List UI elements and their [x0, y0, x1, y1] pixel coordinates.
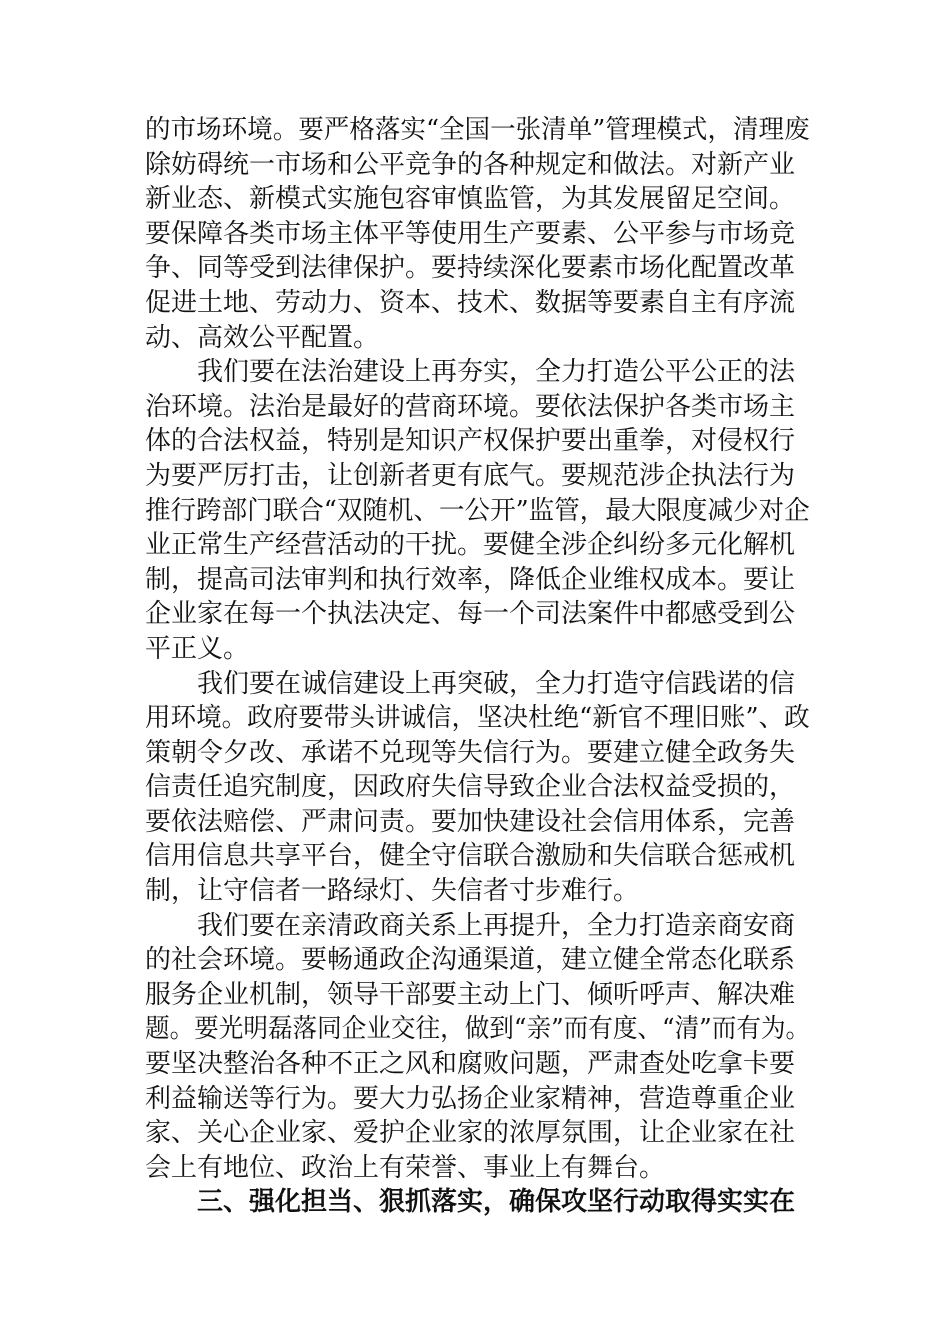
text-line: 制，提高司法审判和执行效率，降低企业维权成本。要让 — [145, 564, 796, 595]
text-line: 除妨碍统一市场和公平竞争的各种规定和做法。对新产业 — [145, 149, 796, 180]
text-line: 推行跨部门联合“双随机、一公开”监管，最大限度减少对企 — [145, 495, 810, 526]
text-line: 治环境。法治是最好的营商环境。要依法保护各类市场主 — [145, 391, 796, 422]
text-line: 平正义。 — [145, 633, 250, 664]
text-line: 信责任追究制度，因政府失信导致企业合法权益受损的， — [145, 772, 796, 803]
text-line: 要保障各类市场主体平等使用生产要素、公平参与市场竞 — [145, 218, 796, 249]
text-line: 动、高效公平配置。 — [145, 322, 380, 353]
body-text — [145, 113, 810, 1220]
text-line: 争、同等受到法律保护。要持续深化要素市场化配置改革 — [145, 253, 796, 284]
text-line: 用环境。政府要带头讲诚信，坚决杜绝“新官不理旧账”、政 — [145, 703, 810, 734]
text-line: 新业态、新模式实施包容审慎监管，为其发展留足空间。 — [145, 184, 796, 215]
paragraph-start-line: 我们要在亲清政商关系上再提升，全力打造亲商安商 — [145, 910, 796, 941]
text-line: 信用信息共享平台，健全守信联合激励和失信联合惩戒机 — [145, 841, 796, 872]
text-line: 服务企业机制，领导干部要主动上门、倾听呼声、解决难 — [145, 979, 796, 1010]
text-line: 的市场环境。要严格落实“全国一张清单”管理模式，清理废 — [145, 115, 810, 145]
text-line: 制，让守信者一路绿灯、失信者寸步难行。 — [145, 876, 640, 907]
text-line: 题。要光明磊落同企业交往，做到“亲”而有度、“清”而有为。 — [145, 1014, 811, 1045]
section-heading-line: 三、强化担当、狠抓落实，确保攻坚行动取得实实在 — [145, 1187, 796, 1218]
text-line: 策朝令夕改、承诺不兑现等失信行为。要建立健全政务失 — [145, 737, 796, 768]
text-line: 利益输送等行为。要大力弘扬企业家精神，营造尊重企业 — [145, 1083, 796, 1114]
paragraph-start-line: 我们要在法治建设上再夯实，全力打造公平公正的法 — [145, 357, 796, 388]
text-line: 企业家在每一个执法决定、每一个司法案件中都感受到公 — [145, 599, 796, 630]
text-line: 体的合法权益，特别是知识产权保护要出重拳，对侵权行 — [145, 426, 796, 457]
text-line: 要依法赔偿、严肃问责。要加快建设社会信用体系，完善 — [145, 806, 796, 837]
text-line: 的社会环境。要畅通政企沟通渠道，建立健全常态化联系 — [145, 945, 796, 976]
text-line: 会上有地位、政治上有荣誉、事业上有舞台。 — [145, 1152, 666, 1183]
text-line: 为要严厉打击，让创新者更有底气。要规范涉企执法行为 — [145, 460, 796, 491]
text-line: 促进土地、劳动力、资本、技术、数据等要素自主有序流 — [145, 287, 796, 318]
text-line: 家、关心企业家、爱护企业家的浓厚氛围，让企业家在社 — [145, 1118, 796, 1149]
paragraph-start-line: 我们要在诚信建设上再突破，全力打造守信践诺的信 — [145, 668, 796, 699]
text-line: 业正常生产经营活动的干扰。要健全涉企纠纷多元化解机 — [145, 530, 796, 561]
text-line: 要坚决整治各种不正之风和腐败问题，严肃查处吃拿卡要 — [145, 1049, 796, 1080]
